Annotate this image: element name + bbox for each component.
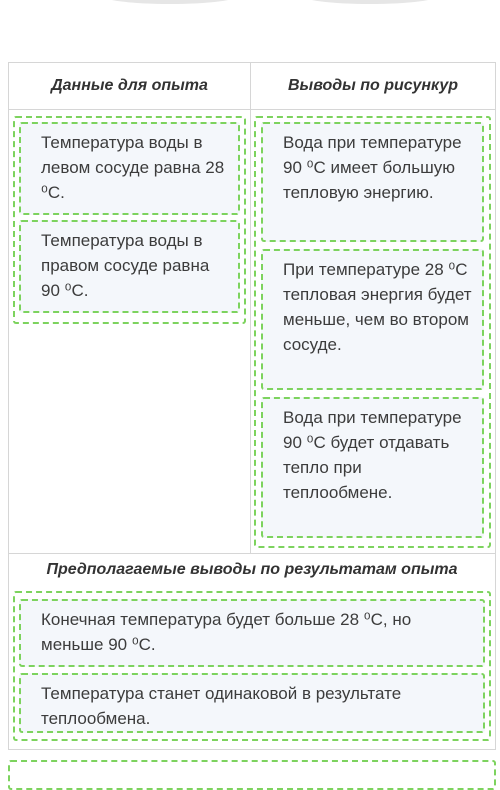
draggable-card[interactable]: Конечная температура будет больше 28 ⁰С, но меньше 90 ⁰С. [19,599,485,667]
draggable-card[interactable]: Температура станет одинаковой в результате теплообмена. [19,673,485,733]
draggable-card[interactable]: При температуре 28 ⁰С тепловая энергия будет меньше, чем во втором сосуде. [261,249,484,390]
top-shadow-left [100,0,240,4]
drop-zone-conclusions[interactable] [254,116,491,548]
table-header-row [9,63,495,110]
top-shadow-right [300,0,440,4]
draggable-card[interactable]: Температура воды в левом сосуде равна 28 ⁰С. [19,122,240,215]
drop-zone-empty[interactable] [8,760,496,790]
column-header-conclusions: Выводы по рисункур [287,77,459,94]
draggable-card[interactable]: Вода при температуре 90 ⁰С будет отдавать тепло при теплообмене. [261,397,484,538]
column-divider [250,63,251,553]
matching-table [8,62,496,750]
drop-zone-expected-conclusions[interactable] [13,591,491,741]
draggable-card[interactable]: Температура воды в правом сосуде равна 90 ⁰С. [19,220,240,313]
draggable-card[interactable]: Вода при температуре 90 ⁰С имеет большую тепловую энергию. [261,122,484,242]
drop-zone-data[interactable] [13,116,246,324]
section-header-expected-conclusions: Предполагаемые выводы по результатам опыта [9,553,495,586]
column-header-data: Данные для опыта [51,77,208,94]
